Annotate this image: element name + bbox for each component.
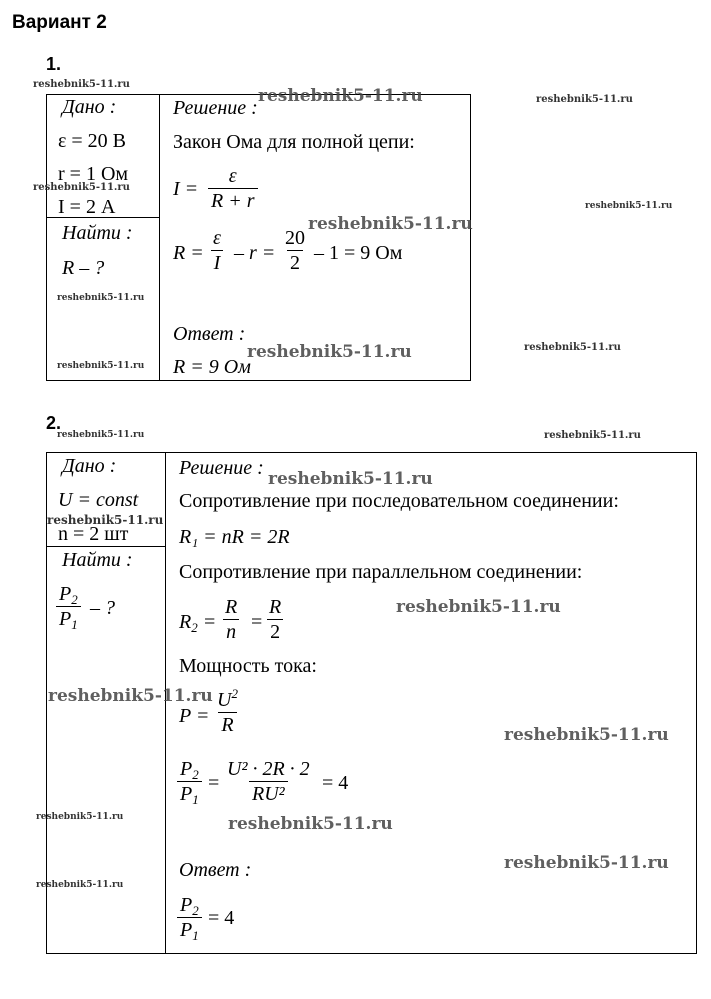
p2-ratio-rhs: = 4: [322, 772, 349, 794]
watermark: reshebnik5-11.ru: [33, 79, 130, 90]
p2-answer-den-sub: 1: [192, 928, 199, 943]
p1-answer: R = 9 Ом: [173, 356, 251, 378]
p2-find-num: P: [59, 583, 72, 605]
p2-given-u: U = const: [58, 489, 139, 511]
p2-solution-title: Решение :: [179, 457, 264, 479]
p2-p-fraction: [214, 686, 241, 736]
p2-r2-frac2: [266, 597, 284, 642]
p2-series-text: Сопротивление при последовательном соединении:: [179, 490, 619, 512]
p1-formula2-num1: ε: [213, 227, 221, 249]
p2-ratio-lhs-den-sub: 1: [192, 792, 199, 807]
p1-formula1-num: ε: [228, 165, 237, 187]
p1-formula2-num2: 20: [285, 227, 305, 249]
p2-parallel-text: Сопротивление при параллельном соединении:: [179, 561, 583, 583]
p1-formula1-fraction: [208, 166, 258, 211]
p1-solution-title: Решение :: [173, 97, 258, 119]
p2-ratio-num: U² · 2R · 2: [227, 758, 310, 780]
p2-r2-num1: R: [225, 596, 238, 618]
watermark: reshebnik5-11.ru: [504, 725, 669, 745]
watermark: reshebnik5-11.ru: [36, 880, 124, 890]
watermark: reshebnik5-11.ru: [36, 812, 124, 822]
p1-law-text: Закон Ома для полной цепи:: [173, 131, 415, 153]
p1-formula2-rhs: – 1 = 9 Ом: [314, 242, 403, 264]
p2-ratio-den: RU²: [249, 781, 288, 804]
p1-formula2-den1: I: [211, 250, 224, 273]
p2-answer-title: Ответ :: [179, 859, 252, 881]
p2-r2-den1: n: [223, 619, 239, 642]
p2-find-den-sub: 1: [71, 617, 78, 632]
p1-formula2-mid: – r =: [234, 242, 276, 264]
watermark: reshebnik5-11.ru: [33, 182, 130, 193]
p1-formula2-frac2: [282, 228, 308, 273]
watermark: reshebnik5-11.ru: [57, 293, 145, 303]
p2-r2-lhs-letter: R: [179, 611, 192, 633]
p2-find-den: P: [59, 608, 72, 630]
problem-2-given-divider: [46, 546, 166, 547]
watermark: reshebnik5-11.ru: [396, 597, 561, 617]
p2-answer-rhs: = 4: [208, 907, 235, 929]
watermark: reshebnik5-11.ru: [47, 513, 164, 527]
p1-formula2-frac1: [210, 228, 224, 273]
p2-r2-frac1: [222, 597, 240, 642]
watermark: reshebnik5-11.ru: [536, 94, 633, 105]
p1-answer-title: Ответ :: [173, 323, 246, 345]
p2-p-num-sup: 2: [231, 686, 238, 701]
p1-formula2-lhs: R =: [173, 242, 204, 264]
problem-1-number: 1.: [46, 54, 62, 74]
p2-r2-lhs-sub: 2: [191, 620, 198, 635]
p2-find-fraction: [56, 583, 81, 632]
problem-1-divider: [159, 94, 160, 381]
problem-2-number: 2.: [46, 413, 62, 433]
watermark: reshebnik5-11.ru: [585, 201, 673, 211]
watermark: reshebnik5-11.ru: [247, 342, 412, 362]
p1-formula2-den2: 2: [287, 250, 303, 273]
p2-r1-formula: R₁ = nR = 2R: [179, 526, 290, 548]
p2-r2-lhs: [179, 611, 216, 634]
watermark: reshebnik5-11.ru: [524, 342, 621, 353]
watermark: reshebnik5-11.ru: [228, 814, 393, 834]
p2-ratio-eq: =: [208, 772, 220, 794]
p1-formula1-lhs: I =: [173, 178, 199, 200]
watermark: reshebnik5-11.ru: [268, 469, 433, 489]
p2-r2-eq2: =: [251, 611, 263, 633]
watermark: reshebnik5-11.ru: [57, 430, 145, 440]
p2-r2-eq1: =: [202, 611, 217, 633]
p1-formula1-den: R + r: [208, 188, 258, 211]
p2-r2-num2: R: [269, 596, 282, 618]
p1-find-title: Найти :: [62, 222, 133, 244]
p1-given-title: Дано :: [62, 96, 117, 118]
watermark: reshebnik5-11.ru: [504, 853, 669, 873]
watermark: reshebnik5-11.ru: [57, 361, 145, 371]
p2-answer-num-sub: 2: [192, 903, 199, 918]
p2-r2-den2: 2: [267, 619, 283, 642]
p2-given-title: Дано :: [62, 455, 117, 477]
p1-given-r: r = 1 Ом: [58, 163, 129, 185]
p2-power-text: Мощность тока:: [179, 655, 317, 677]
watermark: reshebnik5-11.ru: [48, 686, 213, 706]
p2-ratio-lhs-fraction: [177, 758, 202, 807]
watermark: reshebnik5-11.ru: [308, 214, 473, 234]
p1-given-current: I = 2 А: [58, 196, 116, 218]
p2-p-den: R: [218, 712, 236, 735]
p2-ratio-lhs-num: P: [180, 758, 193, 780]
p2-ratio-rhs-fraction: [224, 759, 313, 804]
page-heading: Вариант 2: [12, 12, 107, 33]
p1-find: R – ?: [62, 257, 105, 279]
p2-find-num-sub: 2: [71, 592, 78, 607]
p2-answer-fraction: [177, 894, 202, 943]
p2-answer-num: P: [180, 894, 193, 916]
p2-p-lhs: P =: [179, 705, 210, 727]
watermark: reshebnik5-11.ru: [258, 86, 423, 106]
p2-find-title: Найти :: [62, 549, 133, 571]
p2-ratio-lhs-num-sub: 2: [192, 767, 199, 782]
watermark: reshebnik5-11.ru: [544, 430, 641, 441]
p2-answer-den: P: [180, 919, 193, 941]
p2-given-n: n = 2 шт: [58, 523, 129, 545]
p1-given-emf: ε = 20 В: [58, 130, 127, 152]
p2-find-rest: – ?: [90, 597, 115, 619]
p2-ratio-lhs-den: P: [180, 783, 193, 805]
p2-p-num: U: [217, 689, 232, 711]
